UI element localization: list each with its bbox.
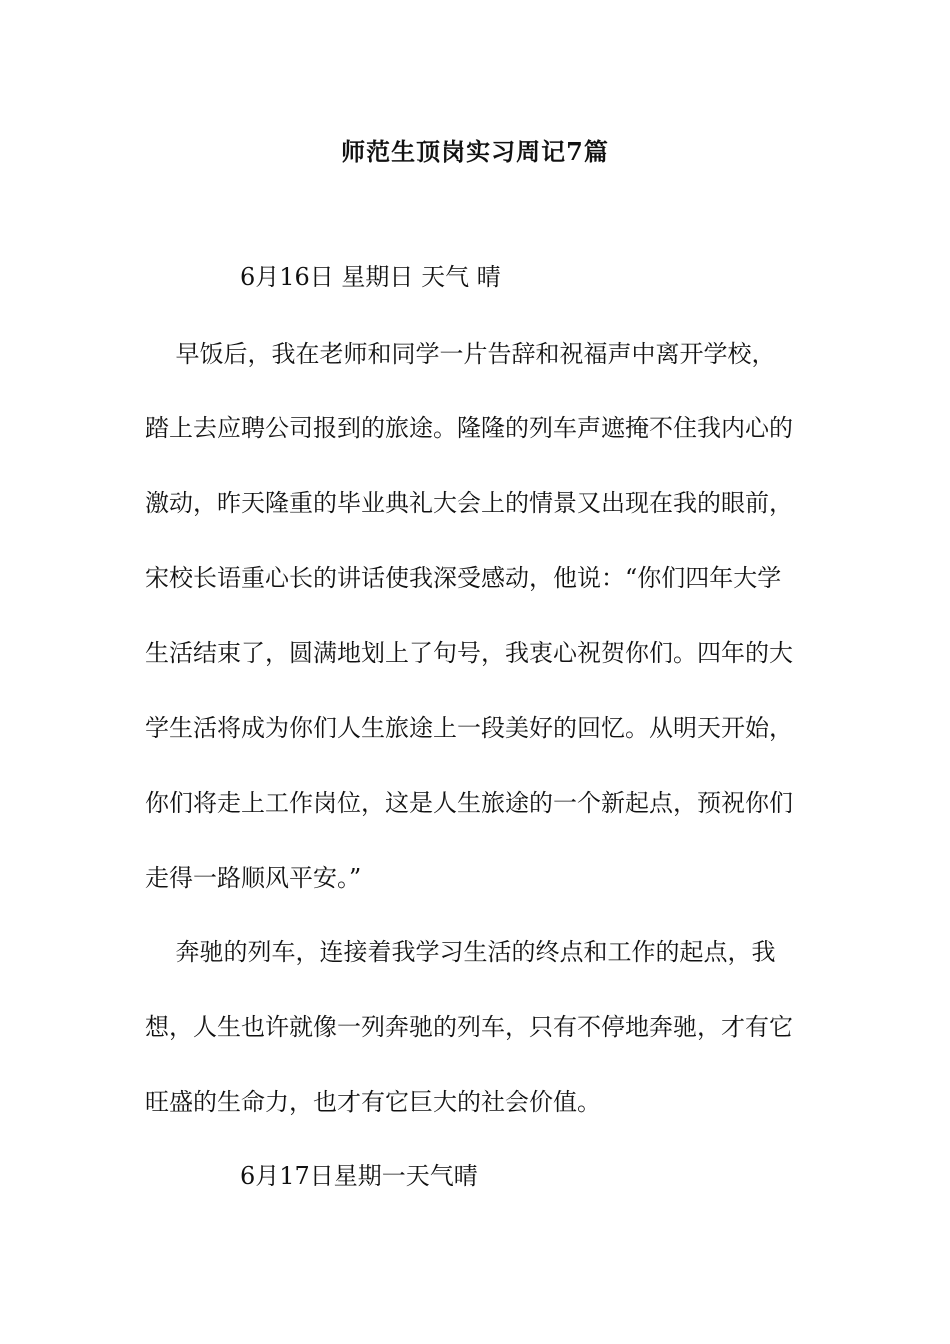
paragraph-line: 宋校长语重心长的讲话使我深受感动，他说：“你们四年大学 xyxy=(145,564,782,592)
paragraph-line: 你们将走上工作岗位，这是人生旅途的一个新起点，预祝你们 xyxy=(145,789,793,817)
paragraph-line: 学生活将成为你们人生旅途上一段美好的回忆。从明天开始， xyxy=(145,714,793,742)
paragraph-line: 奔驰的列车，连接着我学习生活的终点和工作的起点，我 xyxy=(145,938,776,966)
paragraph-line: 踏上去应聘公司报到的旅途。隆隆的列车声遮掩不住我内心的 xyxy=(145,414,793,442)
paragraph-line: 激动，昨天隆重的毕业典礼大会上的情景又出现在我的眼前， xyxy=(145,489,793,517)
paragraph-line: 早饭后，我在老师和同学一片告辞和祝福声中离开学校， xyxy=(145,340,776,368)
paragraph-line: 旺盛的生命力，也才有它巨大的社会价值。 xyxy=(145,1088,601,1116)
paragraph-line: 走得一路顺风平安。” xyxy=(145,864,362,892)
paragraph-line: 生活结束了，圆满地划上了句号，我衷心祝贺你们。四年的大 xyxy=(145,639,793,667)
diary-date-line: 6月17日星期一天气晴 xyxy=(240,1162,478,1190)
paragraph-line: 想，人生也许就像一列奔驰的列车，只有不停地奔驰，才有它 xyxy=(145,1013,793,1041)
diary-date-line: 6月16日 星期日 天气 晴 xyxy=(240,263,501,291)
document-title: 师范生顶岗实习周记7篇 xyxy=(341,137,609,166)
